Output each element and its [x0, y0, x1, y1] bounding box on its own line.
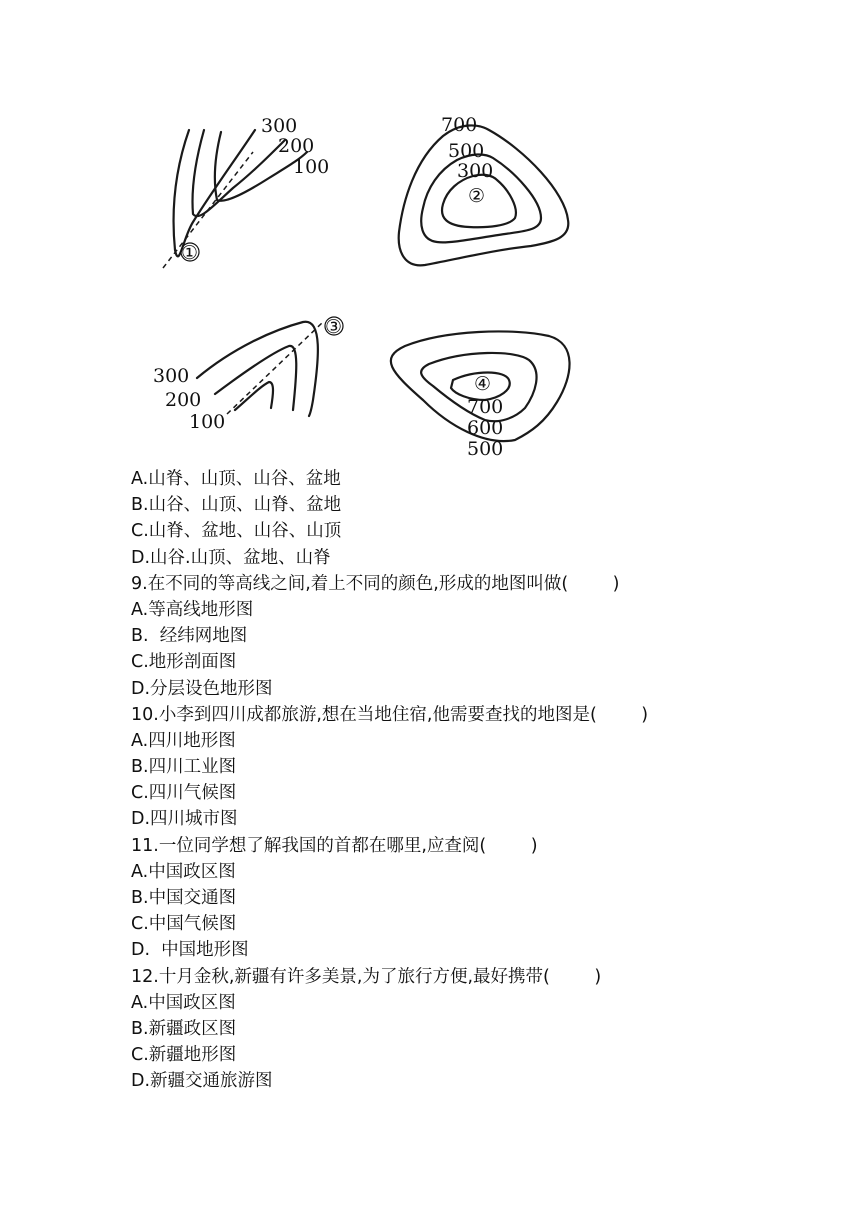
q8-option-a: A.山脊、山顶、山谷、盆地 — [131, 469, 341, 489]
axis-dashed-line — [163, 152, 253, 268]
panel-1 — [163, 115, 329, 268]
marker-4: ④ — [474, 373, 492, 395]
q12-option-a: A.中国政区图 — [131, 992, 236, 1013]
label-300: 300 — [153, 365, 190, 387]
label-500: 500 — [448, 140, 485, 162]
label-200: 200 — [278, 135, 315, 157]
q9-option-a: A.等高线地形图 — [131, 599, 254, 620]
q11-option-c: C.中国气候图 — [131, 914, 237, 935]
label-700: 700 — [467, 396, 504, 418]
label-100: 100 — [189, 411, 226, 433]
panel-3 — [153, 316, 343, 433]
q11-option-b: B.中国交通图 — [131, 888, 237, 908]
label-500: 500 — [467, 438, 504, 460]
q8-option-c: C.山脊、盆地、山谷、山顶 — [131, 521, 342, 542]
q10-option-d: D.四川城市图 — [131, 809, 238, 830]
q10-option-a: A.四川地形图 — [131, 730, 236, 751]
panel-4 — [391, 331, 570, 460]
marker-1: ① — [181, 242, 199, 264]
q9-option-b: B. 经纬网地图 — [131, 626, 248, 647]
q9-option-d: D.分层设色地形图 — [131, 678, 273, 699]
label-100: 100 — [293, 156, 330, 178]
q10-option-b: B.四川工业图 — [131, 757, 237, 778]
q12-option-b: B.新疆政区图 — [131, 1018, 237, 1039]
label-700: 700 — [441, 114, 478, 136]
contour-line — [197, 322, 318, 416]
q11-stem: 11.一位同学想了解我国的首都在哪里,应查阅( ) — [131, 835, 538, 856]
contour-diagram — [153, 110, 578, 462]
q9-stem: 9.在不同的等高线之间,着上不同的颜色,形成的地图叫做( ) — [131, 573, 620, 594]
label-300: 300 — [261, 115, 298, 137]
q12-option-d: D.新疆交通旅游图 — [131, 1071, 273, 1092]
axis-dashed-line — [227, 322, 323, 414]
q11-option-d: D. 中国地形图 — [131, 940, 249, 961]
contour-figure — [153, 110, 578, 462]
label-300: 300 — [457, 160, 494, 182]
label-600: 600 — [467, 417, 504, 439]
marker-2: ② — [468, 185, 486, 207]
q12-stem: 12.十月金秋,新疆有许多美景,为了旅行方便,最好携带( ) — [131, 966, 602, 987]
label-200: 200 — [165, 389, 202, 411]
marker-3: ③ — [325, 316, 343, 338]
q10-stem: 10.小李到四川成都旅游,想在当地住宿,他需要查找的地图是( ) — [131, 704, 649, 725]
q9-option-c: C.地形剖面图 — [131, 652, 237, 673]
contour-line — [235, 382, 273, 410]
q8-option-b: B.山谷、山顶、山脊、盆地 — [131, 495, 342, 516]
question-list — [131, 466, 831, 1095]
q12-option-c: C.新疆地形图 — [131, 1045, 237, 1066]
q11-option-a: A.中国政区图 — [131, 861, 236, 882]
panel-2 — [399, 114, 569, 265]
q8-option-d: D.山谷.山顶、盆地、山脊 — [131, 547, 331, 568]
q10-option-c: C.四川气候图 — [131, 783, 237, 804]
